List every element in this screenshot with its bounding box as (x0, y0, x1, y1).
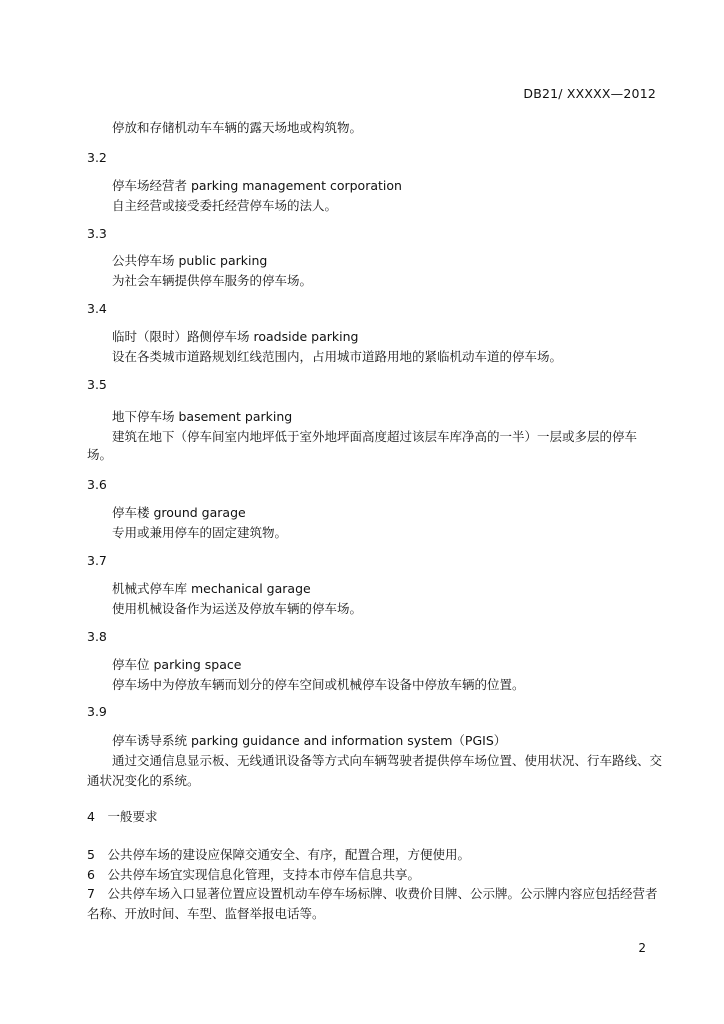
section-number: 3.4 (87, 301, 107, 316)
term-title: 停车场经营者 parking management corporation (112, 178, 402, 193)
term-title: 停车位 parking space (112, 657, 242, 672)
definition-text: 使用机械设备作为运送及停放车辆的停车场。 (112, 601, 363, 616)
requirement-item: 5 公共停车场的建设应保障交通安全、有序，配置合理，方便使用。 (87, 847, 470, 862)
definition-text-continued: 通状况变化的系统。 (87, 773, 200, 788)
term-title: 停车楼 ground garage (112, 505, 246, 520)
section-number: 3.2 (87, 150, 107, 165)
term-title: 地下停车场 basement parking (112, 409, 293, 424)
section-number: 3.9 (87, 704, 107, 719)
definition-text: 停车场中为停放车辆而划分的停车空间或机械停车设备中停放车辆的位置。 (112, 677, 525, 692)
definition-text: 专用或兼用停车的固定建筑物。 (112, 525, 288, 540)
requirement-item: 6 公共停车场宜实现信息化管理，支持本市停车信息共享。 (87, 867, 420, 882)
term-title: 机械式停车库 mechanical garage (112, 581, 311, 596)
definition-text-continued: 场。 (87, 447, 113, 462)
document-header-number: DB21/ XXXXX—2012 (523, 86, 656, 101)
definition-text: 为社会车辆提供停车服务的停车场。 (112, 273, 313, 288)
section-heading: 4 一般要求 (87, 809, 158, 824)
definition-text: 建筑在地下（停车间室内地坪低于室外地坪面高度超过该层车库净高的一半）一层或多层的停车 (112, 429, 638, 444)
section-number: 3.6 (87, 477, 107, 492)
term-title: 临时（限时）路侧停车场 roadside parking (112, 329, 359, 344)
requirement-item: 7 公共停车场入口显著位置应设置机动车停车场标牌、收费价目牌、公示牌。公示牌内容应包括经营者 (87, 886, 658, 901)
requirement-item-continued: 名称、开放时间、车型、监督举报电话等。 (87, 906, 325, 921)
section-number: 3.5 (87, 377, 107, 392)
page-number: 2 (638, 941, 646, 955)
definition-text: 设在各类城市道路规划红线范围内，占用城市道路用地的紧临机动车道的停车场。 (112, 349, 563, 364)
section-number: 3.3 (87, 226, 107, 241)
definition-text: 停放和存储机动车车辆的露天场地或构筑物。 (112, 120, 363, 135)
term-title: 公共停车场 public parking (112, 253, 268, 268)
term-title: 停车诱导系统 parking guidance and information system（PGIS） (112, 733, 507, 748)
definition-text: 自主经营或接受委托经营停车场的法人。 (112, 198, 338, 213)
definition-text: 通过交通信息显示板、无线通讯设备等方式向车辆驾驶者提供停车场位置、使用状况、行车路线、交 (112, 753, 663, 768)
section-number: 3.7 (87, 553, 107, 568)
section-number: 3.8 (87, 629, 107, 644)
